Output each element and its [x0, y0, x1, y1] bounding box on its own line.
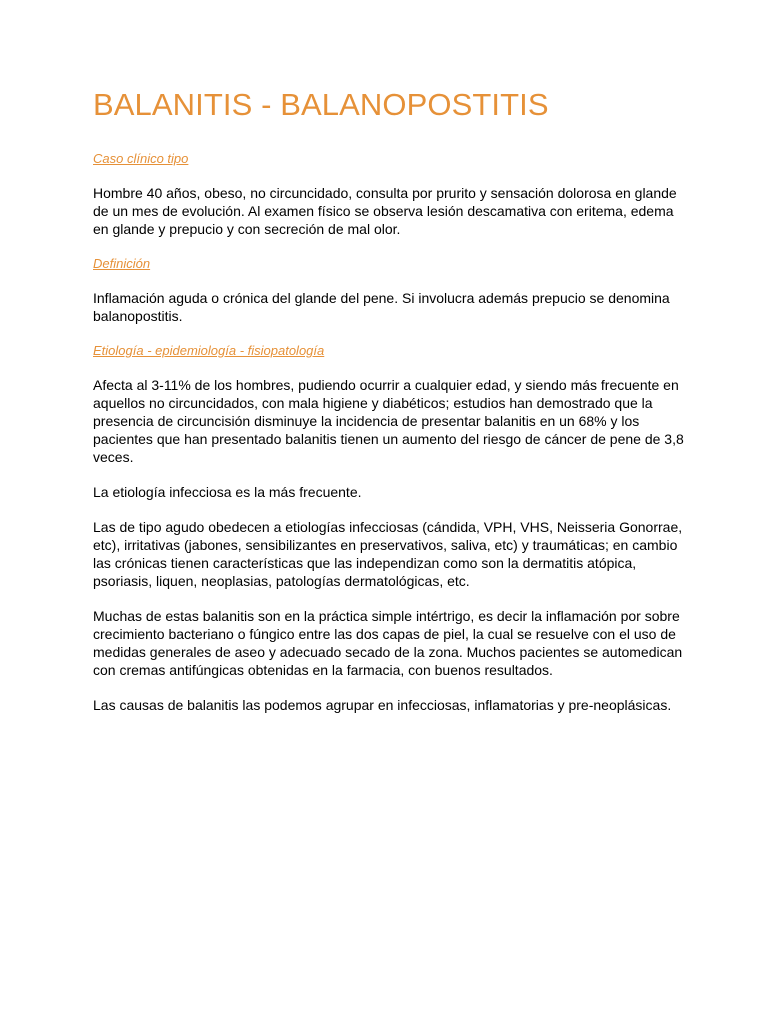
- paragraph-intertrigo: Muchas de estas balanitis son en la práctica simple intértrigo, es decir la inflamación por sobre crecimiento bacteriano o fúngico entre las dos capas de piel, la cual se resuelve con el uso de medidas generales de aseo y adecuado secado de la zona. Muchos pacientes se automedican con cremas antifúngicas obtenidas en la farmacia, con buenos resultados.: [93, 608, 683, 678]
- heading-etiologia[interactable]: Etiología - epidemiología - fisiopatología: [93, 343, 325, 358]
- heading-definicion[interactable]: Definición: [93, 256, 151, 271]
- paragraph-tipos-agudo-cronico: Las de tipo agudo obedecen a etiologías infecciosas (cándida, VPH, VHS, Neisseria Gonorrae, etc), irritativas (jabones, sensibilizantes en preservativos, saliva, etc) y traumáticas; en cambio las crónicas tienen características que las independizan como son la dermatitis atópica, psoriasis, liquen, neoplasias, patologías dermatológicas, etc.: [93, 519, 683, 589]
- paragraph-definicion: Inflamación aguda o crónica del glande del pene. Si involucra además prepucio se denomina balanopostitis.: [93, 290, 670, 324]
- paragraph-causas: Las causas de balanitis las podemos agrupar en infecciosas, inflamatorias y pre-neoplásicas.: [93, 697, 672, 713]
- document-page: [93, 86, 685, 714]
- paragraph-caso-clinico: Hombre 40 años, obeso, no circuncidado, consulta por prurito y sensación dolorosa en glande de un mes de evolución. Al examen físico se observa lesión descamativa con eritema, edema en glande y prepucio y con secreción de mal olor.: [93, 185, 677, 237]
- paragraph-etiologia-epidemiologia: Afecta al 3-11% de los hombres, pudiendo ocurrir a cualquier edad, y siendo más frecuente en aquellos no circuncidados, con mala higiene y diabéticos; estudios han demostrado que la presencia de circuncisión disminuye la incidencia de presentar balanitis en un 68% y los pacientes que han presentado balanitis tienen un aumento del riesgo de cáncer de pene de 3,8 veces.: [93, 377, 684, 465]
- heading-caso-clinico[interactable]: Caso clínico tipo: [93, 151, 189, 166]
- document-title: BALANITIS - BALANOPOSTITIS: [93, 87, 549, 122]
- paragraph-etiologia-infecciosa: La etiología infecciosa es la más frecuente.: [93, 484, 362, 500]
